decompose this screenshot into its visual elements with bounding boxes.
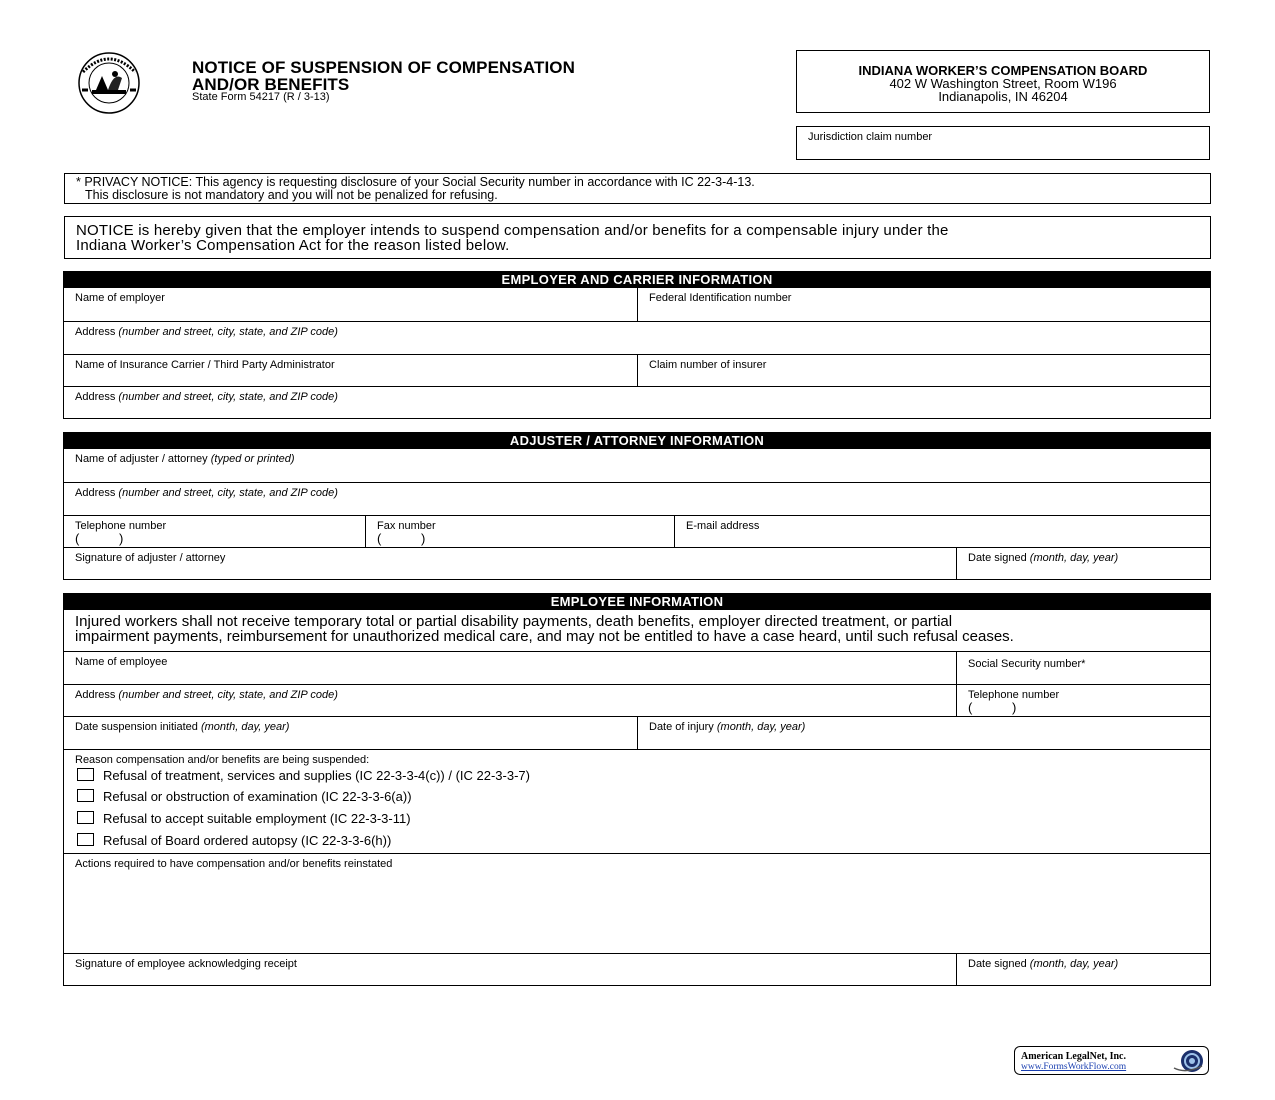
insurer-claim-field[interactable] xyxy=(637,354,1210,387)
form-id: State Form 54217 (R / 3-13) xyxy=(192,91,330,103)
injury-date-field[interactable] xyxy=(637,716,1210,750)
adjuster-address-label xyxy=(75,487,338,499)
reason-option-treatment[interactable] xyxy=(77,768,530,783)
suspension-date-field[interactable] xyxy=(64,716,638,750)
board-street: 402 W Washington Street, Room W196 xyxy=(889,76,1117,91)
adjuster-address-hint: (number and street, city, state, and ZIP code) xyxy=(118,487,338,499)
employee-signature-field[interactable] xyxy=(64,953,957,985)
ssn-label: Social Security number* xyxy=(968,658,1086,670)
employer-name-label: Name of employer xyxy=(75,292,165,304)
insurer-claim-label: Claim number of insurer xyxy=(649,359,767,371)
adjuster-date-label xyxy=(968,552,1118,564)
adjuster-fax-area: ( ) xyxy=(377,531,426,546)
adjuster-date-label-text: Date signed xyxy=(968,552,1027,564)
federal-id-field[interactable] xyxy=(637,288,1210,322)
reason-option-employment[interactable] xyxy=(77,811,411,826)
adjuster-fax-field[interactable] xyxy=(365,515,675,548)
adjuster-name-field[interactable] xyxy=(64,449,1210,483)
actions-required-label: Actions required to have compensation and/or benefits reinstated xyxy=(75,858,393,870)
employee-instruction-line2: impairment payments, reimbursement for unauthorized medical care, and may not be entitled to have a case heard, until such refusal ceases. xyxy=(75,628,1014,645)
carrier-name-label: Name of Insurance Carrier / Third Party Administrator xyxy=(75,359,335,371)
employer-carrier-section xyxy=(63,271,1211,419)
employer-address-field[interactable] xyxy=(64,321,1210,354)
legalnet-badge[interactable] xyxy=(1014,1046,1209,1075)
employee-name-label: Name of employee xyxy=(75,656,168,668)
employer-address-label xyxy=(75,326,338,338)
ssn-field[interactable] xyxy=(956,651,1210,685)
carrier-address-label-text: Address xyxy=(75,391,116,403)
carrier-name-field[interactable] xyxy=(64,354,638,387)
reason-option-examination[interactable] xyxy=(77,789,412,804)
reason-option-autopsy[interactable] xyxy=(77,833,391,848)
state-seal-icon xyxy=(78,52,170,114)
employee-date-label xyxy=(968,958,1118,970)
carrier-address-hint: (number and street, city, state, and ZIP code) xyxy=(118,391,338,403)
employee-telephone-area: ( ) xyxy=(968,700,1017,715)
reason-option-employment-label: Refusal to accept suitable employment (IC 22-3-3-11) xyxy=(103,811,411,826)
form-title-line2: AND/OR BENEFITS xyxy=(192,75,350,94)
privacy-notice xyxy=(64,173,1211,204)
adjuster-signature-field[interactable] xyxy=(64,547,957,579)
notice-statement xyxy=(64,216,1211,259)
employee-heading: EMPLOYEE INFORMATION xyxy=(64,594,1210,610)
reason-checkbox-employment[interactable] xyxy=(77,811,94,824)
employee-signature-label: Signature of employee acknowledging receipt xyxy=(75,958,297,970)
reason-checkbox-treatment[interactable] xyxy=(77,768,94,781)
privacy-line2: This disclosure is not mandatory and you will not be penalized for refusing. xyxy=(85,188,498,202)
state-seal xyxy=(78,52,170,112)
reason-checkbox-autopsy[interactable] xyxy=(77,833,94,846)
adjuster-name-label xyxy=(75,453,295,465)
employee-telephone-field[interactable] xyxy=(956,684,1210,717)
injury-date-hint: (month, day, year) xyxy=(716,721,806,733)
notice-line1: NOTICE is hereby given that the employer intends to suspend compensation and/or benefits for a compensable injury under the xyxy=(76,222,949,239)
adjuster-date-hint: (month, day, year) xyxy=(1029,552,1119,564)
board-address-box xyxy=(796,50,1210,113)
adjuster-date-field[interactable] xyxy=(956,547,1210,579)
adjuster-signature-label: Signature of adjuster / attorney xyxy=(75,552,226,564)
actions-required-field[interactable] xyxy=(64,853,1210,954)
legalnet-brand: American LegalNet, Inc. xyxy=(1021,1051,1126,1062)
suspension-reason-group xyxy=(64,749,1210,854)
adjuster-address-label-text: Address xyxy=(75,487,116,499)
reason-option-examination-label: Refusal or obstruction of examination (IC 22-3-3-6(a)) xyxy=(103,789,412,804)
employee-address-hint: (number and street, city, state, and ZIP code) xyxy=(118,689,338,701)
injury-date-label-text: Date of injury xyxy=(649,721,714,733)
adjuster-section xyxy=(63,432,1211,580)
employee-section xyxy=(63,593,1211,986)
employee-instruction-line1: Injured workers shall not receive temporary total or partial disability payments, death benefits, employer directed treatment, or partial xyxy=(75,613,953,630)
employee-instruction xyxy=(75,614,1200,644)
form-title xyxy=(192,59,575,93)
board-name: INDIANA WORKER’S COMPENSATION BOARD xyxy=(858,63,1148,78)
legalnet-logo-icon xyxy=(1172,1048,1206,1074)
reason-option-autopsy-label: Refusal of Board ordered autopsy (IC 22-3-3-6(h)) xyxy=(103,833,392,848)
reason-checkbox-examination[interactable] xyxy=(77,789,94,802)
privacy-line1: * PRIVACY NOTICE: This agency is requesting disclosure of your Social Security number in accordance with IC 22-3-4-13. xyxy=(76,175,755,189)
reason-option-treatment-label: Refusal of treatment, services and supplies (IC 22-3-3-4(c)) / (IC 22-3-3-7) xyxy=(103,768,530,783)
employee-address-label-text: Address xyxy=(75,689,116,701)
employee-telephone-label: Telephone number xyxy=(968,689,1060,701)
employee-address-field[interactable] xyxy=(64,684,957,717)
adjuster-telephone-label: Telephone number xyxy=(75,520,167,532)
suspension-reason-label: Reason compensation and/or benefits are being suspended: xyxy=(75,754,370,766)
federal-id-label: Federal Identification number xyxy=(649,292,792,304)
form-title-line1: NOTICE OF SUSPENSION OF COMPENSATION xyxy=(192,58,575,77)
adjuster-heading: ADJUSTER / ATTORNEY INFORMATION xyxy=(64,433,1210,449)
jurisdiction-claim-field[interactable] xyxy=(796,126,1210,160)
employer-carrier-heading: EMPLOYER AND CARRIER INFORMATION xyxy=(64,272,1210,288)
adjuster-name-label-text: Name of adjuster / attorney xyxy=(75,453,208,465)
employee-name-field[interactable] xyxy=(64,651,957,685)
employer-address-hint: (number and street, city, state, and ZIP code) xyxy=(118,326,338,338)
adjuster-email-field[interactable] xyxy=(674,515,1210,548)
carrier-address-field[interactable] xyxy=(64,386,1210,418)
adjuster-fax-label: Fax number xyxy=(377,520,436,532)
employer-name-field[interactable] xyxy=(64,288,638,322)
injury-date-label xyxy=(649,721,805,733)
legalnet-url[interactable]: www.FormsWorkFlow.com xyxy=(1021,1062,1127,1072)
employee-date-label-text: Date signed xyxy=(968,958,1027,970)
adjuster-telephone-area: ( ) xyxy=(75,531,124,546)
notice-line2: Indiana Worker’s Compensation Act for the reason listed below. xyxy=(76,237,510,254)
jurisdiction-claim-label: Jurisdiction claim number xyxy=(808,131,933,143)
adjuster-name-hint: (typed or printed) xyxy=(210,453,295,465)
suspension-date-hint: (month, day, year) xyxy=(200,721,290,733)
suspension-date-label-text: Date suspension initiated xyxy=(75,721,198,733)
employee-date-field[interactable] xyxy=(956,953,1210,985)
suspension-date-label xyxy=(75,721,289,733)
employer-address-label-text: Address xyxy=(75,326,116,338)
employee-address-label xyxy=(75,689,338,701)
adjuster-address-field[interactable] xyxy=(64,482,1210,515)
carrier-address-label xyxy=(75,391,338,403)
adjuster-telephone-field[interactable] xyxy=(64,515,366,548)
adjuster-email-label: E-mail address xyxy=(686,520,760,532)
board-city: Indianapolis, IN 46204 xyxy=(938,89,1068,104)
employee-date-hint: (month, day, year) xyxy=(1029,958,1119,970)
